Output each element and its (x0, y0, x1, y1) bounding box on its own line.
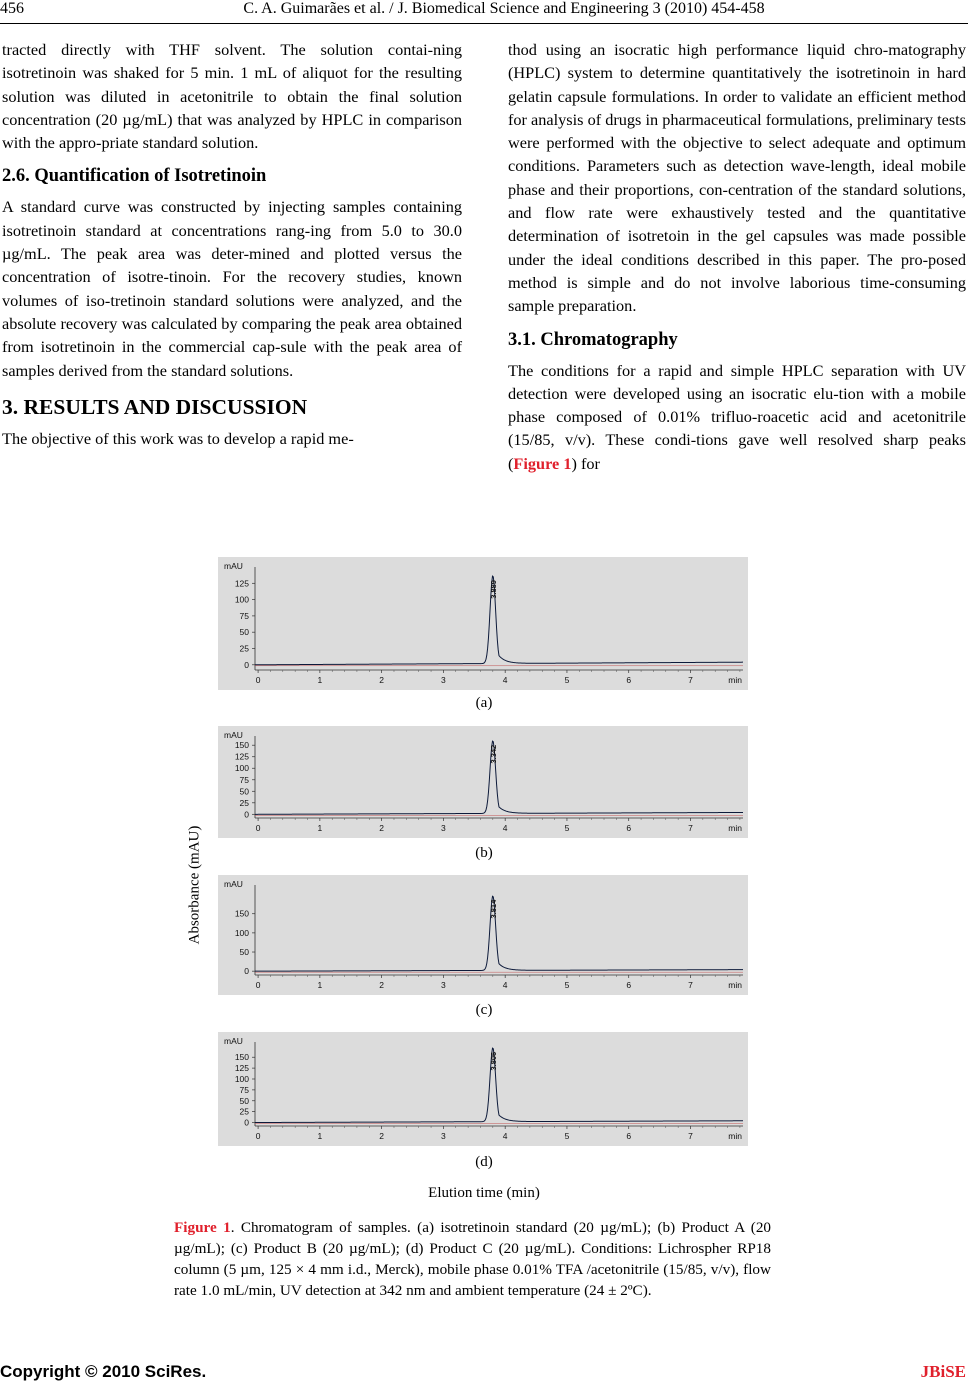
x-tick-label: 4 (502, 823, 508, 833)
chromatogram-panel-b (218, 726, 748, 838)
caption-label: Figure 1 (174, 1219, 231, 1236)
x-tick-label: 4 (502, 675, 508, 685)
x-axis-title: Elution time (min) (428, 1185, 540, 1201)
y-tick-label: 125 (234, 1063, 249, 1074)
chromatogram-panel-d (218, 1032, 748, 1146)
y-tick-label: 150 (234, 908, 249, 919)
x-tick-label: 3 (441, 823, 446, 833)
x-unit-label: min (728, 1131, 742, 1141)
right-column (508, 38, 966, 475)
x-tick-label: 4 (502, 980, 508, 990)
section-heading-2-6: 2.6. Quantification of Isotretinoin (2, 166, 267, 187)
section-heading-3-1: 3.1. Chromatography (508, 329, 678, 350)
y-tick-label: 50 (239, 947, 249, 958)
paragraph-text: The conditions for a rapid and simple HPLC separation with UV detection were developed using an isocratic elu-tion with a mobile phase composed of 0.01% trifluo-roacetic acid and acetonitrile (15/85, v/v). These condi-tions gave well resolved sharp peaks ( (508, 360, 966, 473)
x-tick-label: 5 (564, 823, 570, 833)
y-tick-label: 0 (244, 1117, 249, 1128)
x-tick-label: 3 (441, 675, 446, 685)
y-tick-label: 0 (244, 659, 249, 670)
peak-retention-label: 3.806 (488, 1051, 498, 1071)
paragraph-text-tail: ) for (571, 453, 600, 473)
figure-1-link[interactable]: Figure 1 (513, 453, 572, 473)
x-tick-label: 6 (626, 1131, 632, 1141)
x-tick-label: 3 (441, 980, 446, 990)
y-tick-label: 25 (239, 797, 249, 808)
x-tick-label: 4 (502, 1131, 508, 1141)
x-tick-label: 7 (688, 675, 693, 685)
panel-label-d: (d) (475, 1154, 493, 1170)
x-tick-label: 0 (255, 823, 261, 833)
panel-label-b: (b) (475, 845, 493, 861)
right-paragraph-1: thod using an isocratic high performance liquid chro-matography (HPLC) system to determine quantitatively the isotretinoin in hard gelatin capsule formulations. In order to validate an efficient method for analysis of drugs in pharmaceutical formulations, preliminary tests were performed with the objective to select adequate and optimum conditions. Parameters such as detection wave-length, ideal mobile phase and their proportions, con-centration of the standard solutions, and flow rate were exhaustively tested and the quantitative determination of isotretoin in the gel capsules was made possible under the ideal conditions described in this paper. The pro-posed method is simple and do not involve laborious time-consuming sample preparation. (508, 40, 967, 316)
figure-caption (174, 1217, 771, 1301)
copyright-text: Copyright © 2010 SciRes. (0, 1362, 207, 1381)
y-tick-label: 50 (239, 786, 249, 797)
y-tick-label: 125 (234, 578, 249, 589)
y-tick-label: 100 (234, 594, 249, 605)
chromatogram-d (218, 1032, 748, 1146)
x-tick-label: 7 (688, 823, 693, 833)
x-tick-label: 1 (317, 980, 323, 990)
x-tick-label: 6 (626, 675, 632, 685)
y-tick-label: 75 (239, 1084, 249, 1095)
y-axis-title: Absorbance (mAU) (186, 825, 203, 945)
x-tick-label: 1 (317, 675, 323, 685)
y-unit-label: mAU (224, 730, 243, 740)
y-tick-label: 150 (234, 1052, 249, 1063)
x-tick-label: 0 (255, 1131, 261, 1141)
y-tick-label: 50 (239, 627, 249, 638)
y-tick-label: 100 (234, 927, 249, 938)
x-tick-label: 0 (255, 980, 261, 990)
x-tick-label: 2 (379, 1131, 385, 1141)
chromatogram-panel-c (218, 875, 748, 995)
x-tick-label: 7 (688, 980, 693, 990)
left-paragraph-1: tracted directly with THF solvent. The solution contai-ning isotretinoin was shaked for 5 min. 1 mL of aliquot for the resulting solution was diluted in acetonitrile to obtain the final solution concentration (20 µg/mL) that was analyzed by HPLC in comparison with the appro-priate standard solution. (2, 40, 462, 153)
x-tick-label: 2 (379, 675, 385, 685)
panel-label-c: (c) (475, 1002, 493, 1018)
peak-retention-label: 3.889 (488, 579, 498, 599)
chromatogram-panel-a (218, 557, 748, 690)
running-title: C. A. Guimarães et al. / J. Biomedical Science and Engineering 3 (2010) 454-458 (243, 0, 765, 17)
x-tick-label: 6 (626, 823, 632, 833)
x-tick-label: 2 (379, 980, 385, 990)
x-tick-label: 5 (564, 980, 570, 990)
x-tick-label: 6 (626, 980, 632, 990)
peak-retention-label: 3.342 (488, 744, 498, 764)
chromatogram-a (218, 557, 748, 690)
page-number: 456 (0, 0, 24, 17)
x-tick-label: 1 (317, 1131, 323, 1141)
chromatogram-b (218, 726, 748, 838)
left-column (2, 38, 462, 450)
y-tick-label: 0 (244, 809, 249, 820)
x-unit-label: min (728, 675, 742, 685)
left-paragraph-3: The objective of this work was to develop a rapid me- (2, 428, 354, 448)
x-tick-label: 5 (564, 675, 570, 685)
x-tick-label: 2 (379, 823, 385, 833)
y-tick-label: 25 (239, 643, 249, 654)
header-rule (0, 23, 968, 24)
x-tick-label: 0 (255, 675, 261, 685)
left-paragraph-2: A standard curve was constructed by injecting samples containing isotretinoin standard at concentrations rang-ing from 5.0 to 30.0 µg/mL. The peak area was deter-mined and plotted versus the concentration of isotre-tinoin. For the recovery studies, known volumes of iso-tretinoin standard solutions were analyzed, and the absolute recovery was calculated by comparing the peak area obtained from isotretinoin in the commercial cap-sule with the peak area of samples derived from the standard solutions. (2, 197, 462, 380)
y-tick-label: 0 (244, 966, 249, 977)
y-tick-label: 100 (234, 1073, 249, 1084)
y-tick-label: 150 (234, 740, 249, 751)
x-tick-label: 3 (441, 1131, 446, 1141)
chromatogram-c (218, 875, 748, 995)
y-tick-label: 100 (234, 763, 249, 774)
y-unit-label: mAU (224, 879, 243, 889)
y-tick-label: 75 (239, 774, 249, 785)
y-unit-label: mAU (224, 1036, 243, 1046)
page-footer (0, 1362, 968, 1384)
x-unit-label: min (728, 980, 742, 990)
right-paragraph-2 (508, 359, 966, 475)
x-tick-label: 7 (688, 1131, 693, 1141)
section-heading-3: 3. RESULTS AND DISCUSSION (2, 394, 308, 419)
x-tick-label: 1 (317, 823, 323, 833)
running-head (0, 0, 968, 21)
x-tick-label: 5 (564, 1131, 570, 1141)
journal-abbrev: JBiSE (920, 1362, 966, 1381)
y-tick-label: 50 (239, 1095, 249, 1106)
y-tick-label: 125 (234, 751, 249, 762)
peak-retention-label: 3.814 (488, 899, 498, 919)
panel-label-a: (a) (475, 695, 493, 711)
y-unit-label: mAU (224, 561, 243, 571)
y-tick-label: 25 (239, 1106, 249, 1117)
caption-text: . Chromatogram of samples. (a) isotretinoin standard (20 µg/mL); (b) Product A (20 µg/mL); (c) Product B (20 µg/mL); (d) Product C (20 µg/mL). Conditions: Lichrospher RP18 column (5 µm, 125 × 4 mm i.d., Merck), mobile phase 0.01% TFA /acetonitrile (15/85, v/v), flow rate 1.0 mL/min, UV detection at 342 nm and ambient temperature (24 ± 2ºC). (174, 1219, 772, 1299)
y-tick-label: 75 (239, 610, 249, 621)
x-unit-label: min (728, 823, 742, 833)
